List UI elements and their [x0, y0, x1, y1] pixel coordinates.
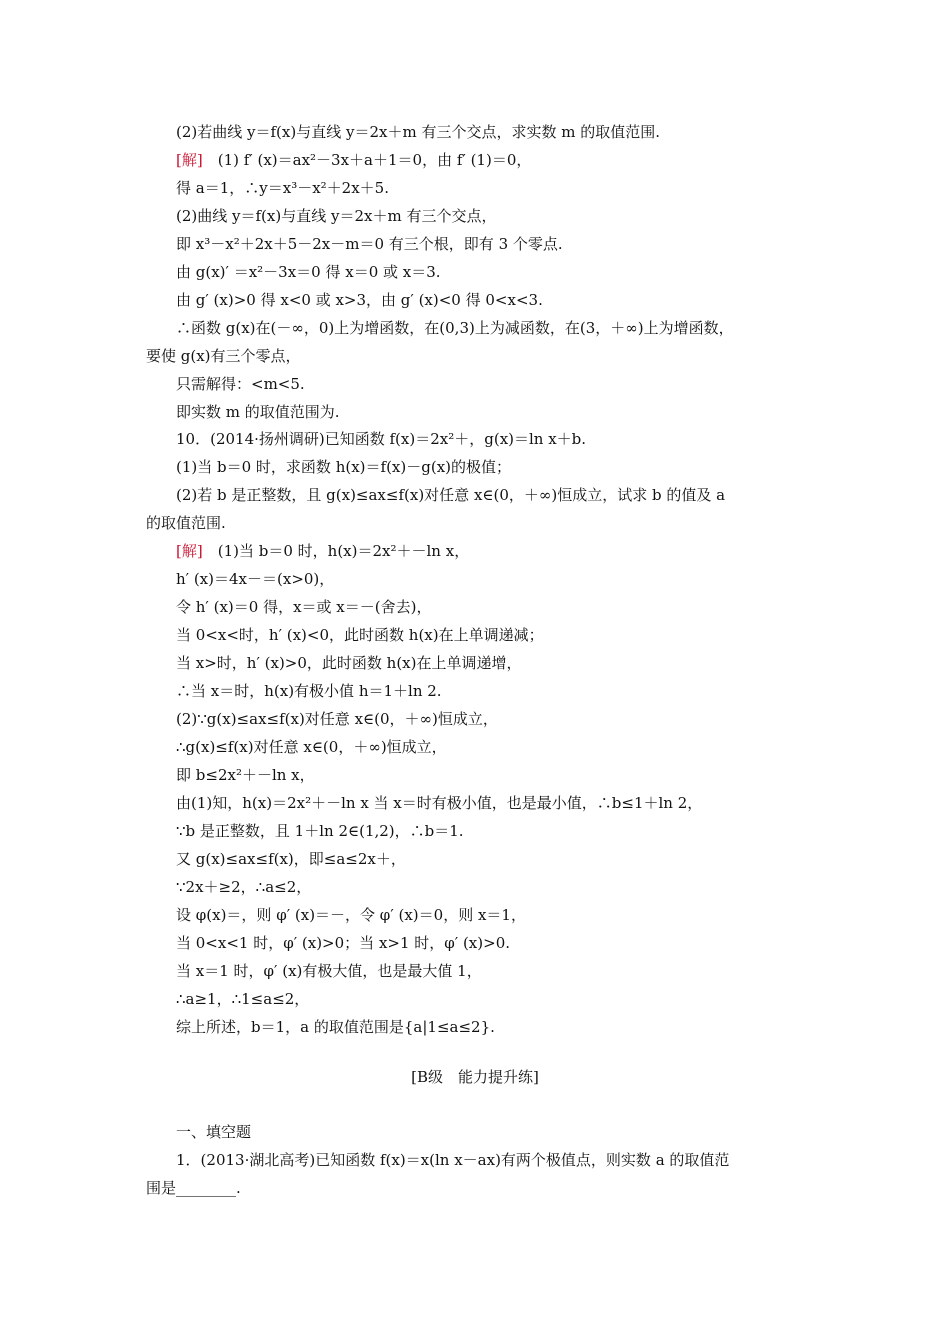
solution-line [176, 541, 469, 561]
question-1: 1．(2013·湖北高考)已知函数 f(x)＝x(ln x－ax)有两个极值点，则实数 a 的取值范 [176, 1151, 730, 1169]
solution-tag: [解] [176, 151, 203, 169]
solution-line: 由 g′ (x)>0 得 x<0 或 x>3，由 g′ (x)<0 得 0<x<3. [176, 291, 543, 309]
solution-line: 当 0<x<1 时，φ′ (x)>0；当 x>1 时，φ′ (x)>0. [176, 934, 510, 952]
solution-line: 当 x＝1 时，φ′ (x)有极大值，也是最大值 1， [176, 962, 482, 980]
solution-line: h′ (x)＝4x－＝(x>0)， [176, 570, 335, 588]
question-1-cont: 围是________. [146, 1179, 241, 1197]
question-part-2-cont: 的取值范围. [146, 514, 226, 532]
solution-line: 由 g(x)′ ＝x²－3x＝0 得 x＝0 或 x＝3. [176, 263, 441, 281]
question-part-2: (2)若 b 是正整数，且 g(x)≤ax≤f(x)对任意 x∈(0，＋∞)恒成立，试求 b 的值及 a [176, 486, 726, 504]
solution-line: 又 g(x)≤ax≤f(x)，即≤a≤2x＋， [176, 850, 406, 868]
solution-line: 当 x>时，h′ (x)>0，此时函数 h(x)在上单调递增， [176, 654, 522, 672]
solution-line [176, 150, 531, 170]
solution-line: 即 b≤2x²＋－ln x， [176, 766, 315, 784]
solution-text: (1) f′ (x)＝ax²－3x＋a＋1＝0，由 f′ (1)＝0， [217, 151, 532, 169]
solution-line: 即实数 m 的取值范围为. [176, 403, 340, 421]
solution-line: 得 a＝1，∴y＝x³－x²＋2x＋5. [176, 179, 389, 197]
solution-line: ∴函数 g(x)在(－∞，0)上为增函数，在(0,3)上为减函数，在(3，＋∞)上为增函数， [176, 319, 734, 337]
solution-line: ∴a≥1，∴1≤a≤2， [176, 990, 310, 1008]
solution-text: (1)当 b＝0 时，h(x)＝2x²＋－ln x， [217, 542, 470, 560]
solution-tag: [解] [176, 542, 203, 560]
solution-line: (2)曲线 y＝f(x)与直线 y＝2x＋m 有三个交点， [176, 207, 497, 225]
solution-line: 设 φ(x)＝，则 φ′ (x)＝－，令 φ′ (x)＝0，则 x＝1， [176, 906, 526, 924]
question-10: 10．(2014·扬州调研)已知函数 f(x)＝2x²＋，g(x)＝ln x＋b. [176, 430, 587, 448]
solution-line: ∵b 是正整数，且 1＋ln 2∈(1,2)，∴b＝1. [176, 822, 464, 840]
solution-line: ∴g(x)≤f(x)对任意 x∈(0，＋∞)恒成立， [176, 738, 447, 756]
section-heading: [B级 能力提升练] [411, 1068, 539, 1086]
solution-line: (2)∵g(x)≤ax≤f(x)对任意 x∈(0，＋∞)恒成立， [176, 710, 498, 728]
subsection-heading: 一、填空题 [176, 1123, 252, 1141]
solution-line: 由(1)知，h(x)＝2x²＋－ln x 当 x＝时有极小值，也是最小值，∴b≤1＋ln 2， [176, 794, 703, 812]
solution-line: 综上所述，b＝1，a 的取值范围是{a|1≤a≤2}. [176, 1018, 495, 1036]
solution-line: 即 x³－x²＋2x＋5－2x－m＝0 有三个根，即有 3 个零点. [176, 235, 563, 253]
solution-line: 只需解得：<m<5. [176, 375, 305, 393]
question-part-2: (2)若曲线 y＝f(x)与直线 y＝2x＋m 有三个交点，求实数 m 的取值范围. [176, 123, 660, 141]
solution-line: 当 0<x<时，h′ (x)<0，此时函数 h(x)在上单调递减； [176, 626, 544, 644]
solution-line: ∴当 x＝时，h(x)有极小值 h＝1＋ln 2. [176, 682, 442, 700]
question-part-1: (1)当 b＝0 时，求函数 h(x)＝f(x)－g(x)的极值； [176, 458, 512, 476]
solution-line: ∵2x＋≥2，∴a≤2， [176, 878, 312, 896]
solution-line: 要使 g(x)有三个零点， [146, 347, 301, 365]
solution-line: 令 h′ (x)＝0 得，x＝或 x＝－(舍去)， [176, 598, 432, 616]
